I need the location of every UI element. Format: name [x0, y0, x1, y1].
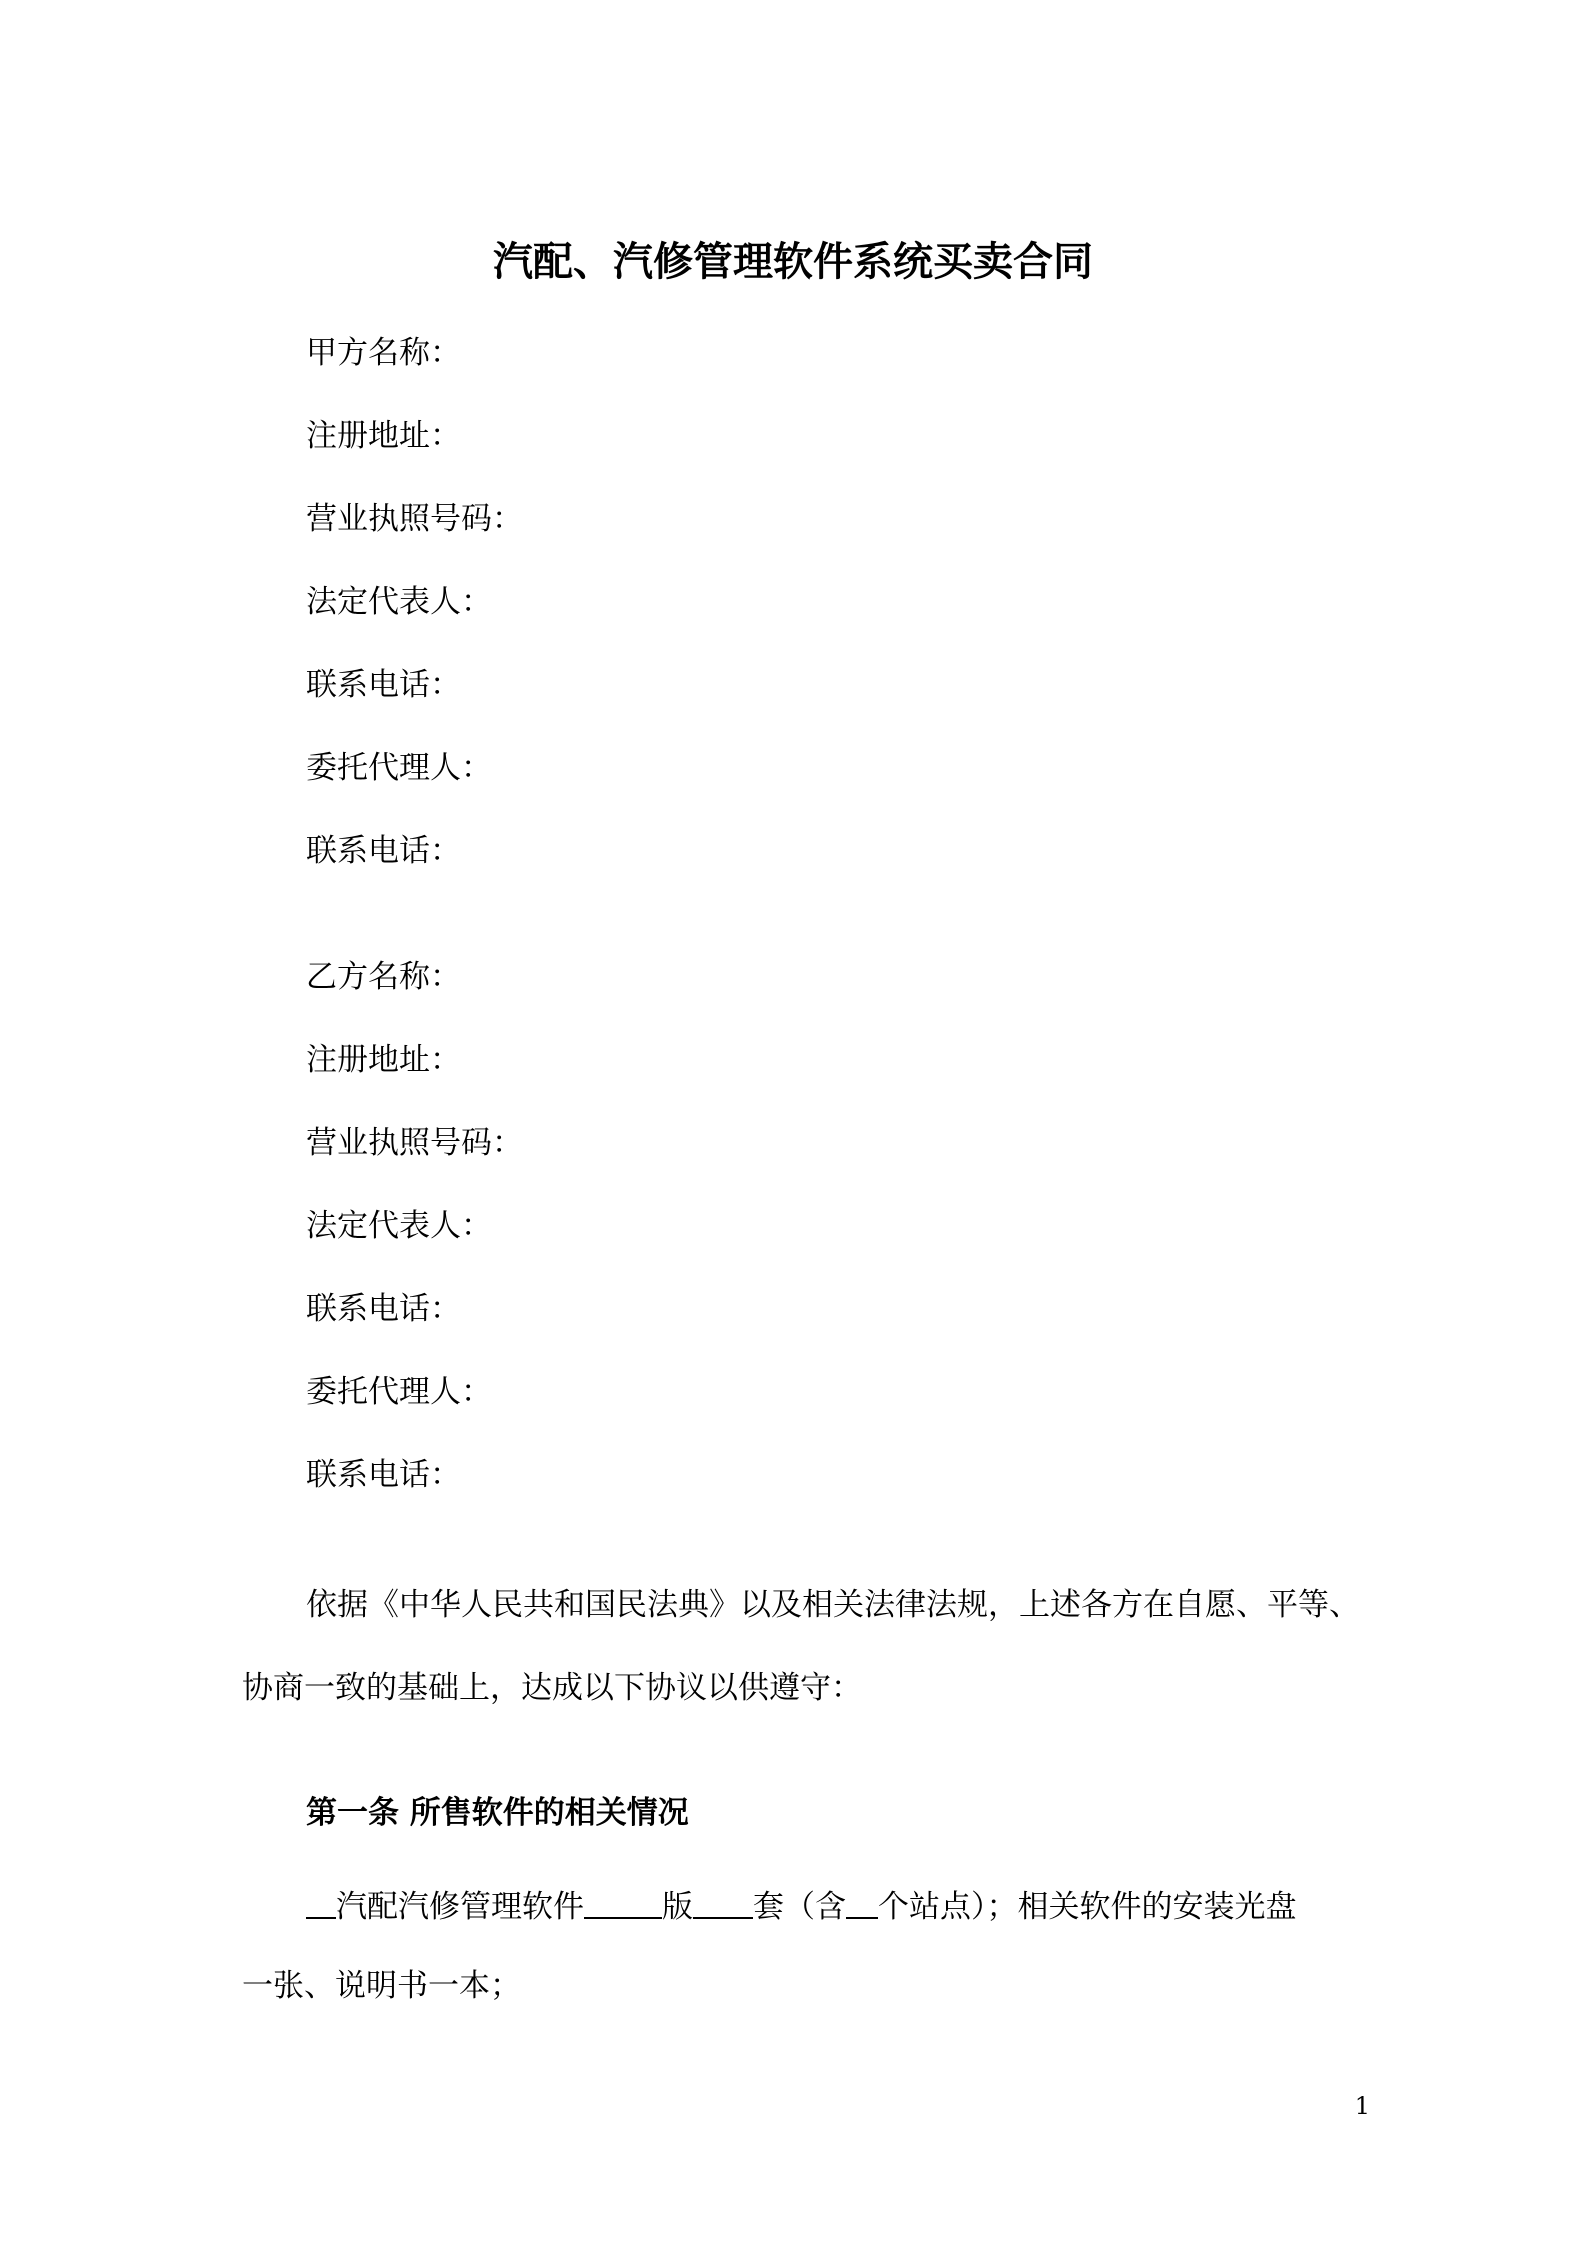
set-text: 套（含 [753, 1889, 846, 1925]
station-text: 个站点）；相关软件的安装光盘 [878, 1889, 1297, 1925]
software-name-text: 汽配汽修管理软件 [336, 1889, 584, 1925]
party-b-agent-phone-label: 联系电话： [306, 1457, 461, 1493]
blank-line [846, 1883, 878, 1919]
party-b-phone-label: 联系电话： [306, 1291, 461, 1327]
party-a-agent-phone-label: 联系电话： [306, 833, 461, 869]
article-1-line-1 [306, 1883, 1297, 1931]
party-a-legal-rep-label: 法定代表人： [306, 584, 492, 620]
party-a-license-label: 营业执照号码： [306, 501, 523, 537]
party-b-license-label: 营业执照号码： [306, 1125, 523, 1161]
party-a-phone-label: 联系电话： [306, 667, 461, 703]
party-a-name-label: 甲方名称： [306, 335, 461, 371]
party-a-address-label: 注册地址： [306, 418, 461, 454]
blank-line [306, 1883, 336, 1919]
preamble-line-1: 依据《中华人民共和国民法典》以及相关法律法规，上述各方在自愿、平等、 [306, 1587, 1360, 1623]
version-text: 版 [662, 1889, 693, 1925]
party-b-legal-rep-label: 法定代表人： [306, 1208, 492, 1244]
blank-line [584, 1883, 662, 1919]
preamble-line-2: 协商一致的基础上，达成以下协议以供遵守： [242, 1670, 862, 1706]
party-b-agent-label: 委托代理人： [306, 1374, 492, 1410]
party-b-name-label: 乙方名称： [306, 959, 461, 995]
party-b-address-label: 注册地址： [306, 1042, 461, 1078]
article-1-line-2: 一张、说明书一本； [242, 1968, 521, 2004]
article-1-heading: 第一条 所售软件的相关情况 [306, 1795, 689, 1831]
page-number: 1 [1354, 2092, 1370, 2120]
party-a-agent-label: 委托代理人： [306, 750, 492, 786]
blank-line [693, 1883, 753, 1919]
document-title: 汽配、汽修管理软件系统买卖合同 [493, 239, 1093, 285]
